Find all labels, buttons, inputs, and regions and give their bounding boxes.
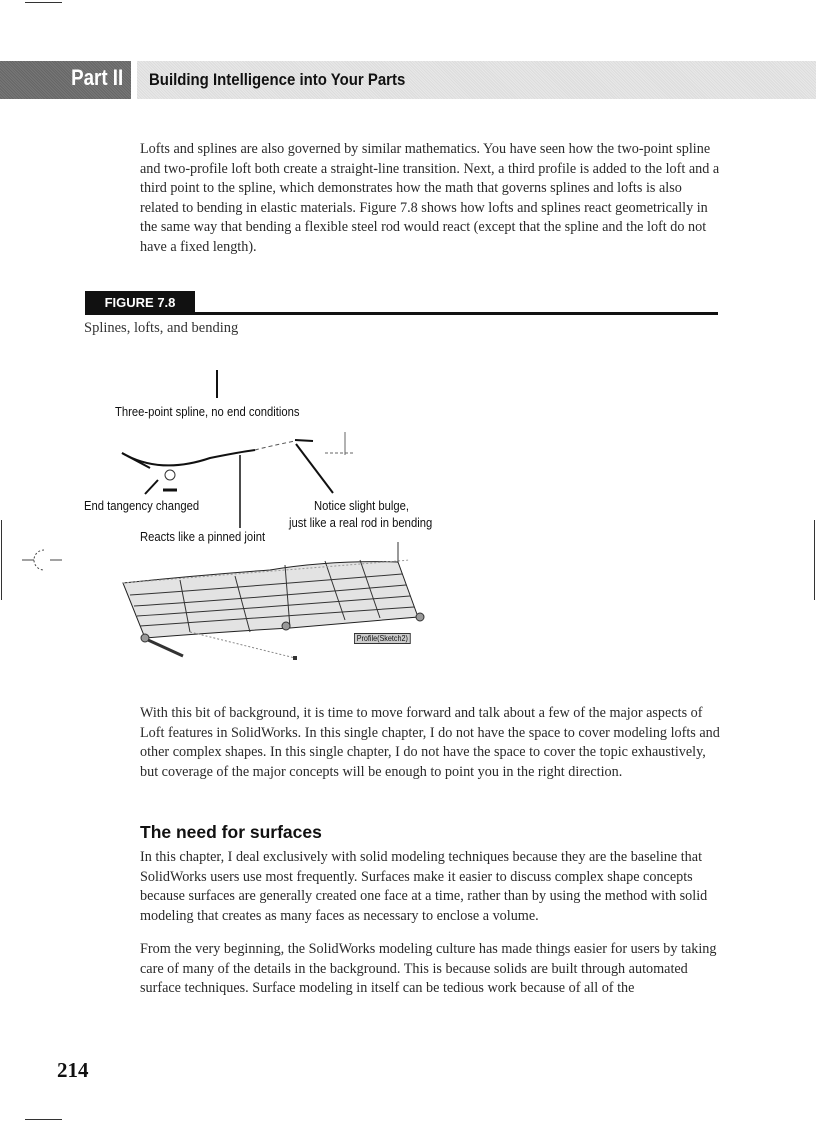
annotation-bulge-2: just like a real rod in bending (289, 516, 433, 530)
crop-mark (814, 520, 815, 600)
running-header (137, 61, 816, 99)
figure-bar (85, 291, 718, 315)
section-heading: The need for surfaces (140, 822, 322, 842)
annotation-tangency: End tangency changed (84, 499, 200, 513)
paragraph: With this bit of background, it is time to move forward and talk about a few of the major aspects of Loft features in SolidWorks. In this single chapter, I do not have the space to cover modeling lofts and other complex shapes. In this single chapter, I do not have the space to cover the topic exhaustively, but coverage of the major concepts will be enough to point you in the right direction. (140, 705, 720, 780)
paragraph: In this chapter, I deal exclusively with solid modeling techniques because they are the baseline that SolidWorks users use most frequently. Surfaces make it easier to discuss complex shape concepts because surfaces are generally created one face at a time, rather than by using the method with solid modeling that creates as many faces as necessary to enclose a volume. (140, 849, 708, 924)
page-number: 214 (57, 1058, 89, 1082)
chapter-title: Building Intelligence into Your Parts (149, 70, 406, 89)
crop-mark (25, 2, 62, 3)
part-text: Part II (71, 65, 123, 90)
figure-label: FIGURE 7.8 (85, 291, 195, 315)
crop-mark (1, 520, 2, 600)
part-label (0, 61, 131, 99)
paragraph: From the very beginning, the SolidWorks modeling culture has made things easier for users by taking care of many of the details in the background. This is because solids are built through automated surface techniques. Surface modeling in itself can be tedious work because of all of the (140, 941, 717, 996)
annotation-spline: Three-point spline, no end conditions (115, 405, 300, 419)
annotation-pinned: Reacts like a pinned joint (140, 530, 266, 544)
paragraph: Lofts and splines are also governed by similar mathematics. You have seen how the two-point spline and two-profile loft both create a straight-line transition. Next, a third profile is added to the loft and a third point to the spline, which demonstrates how the math that governs splines and lofts is also related to bending in elastic materials. Figure 7.8 shows how lofts and splines react geometrically in the same way that bending a flexible steel rod would react (except that the spline and the loft do not have a fixed length). (140, 141, 720, 255)
registration-mark (22, 548, 64, 576)
profile-tag: Profile(Sketch2) (354, 633, 411, 644)
figure-caption: Splines, lofts, and bending (84, 320, 239, 336)
crop-mark (25, 1119, 62, 1120)
annotation-bulge: Notice slight bulge, (314, 499, 410, 513)
